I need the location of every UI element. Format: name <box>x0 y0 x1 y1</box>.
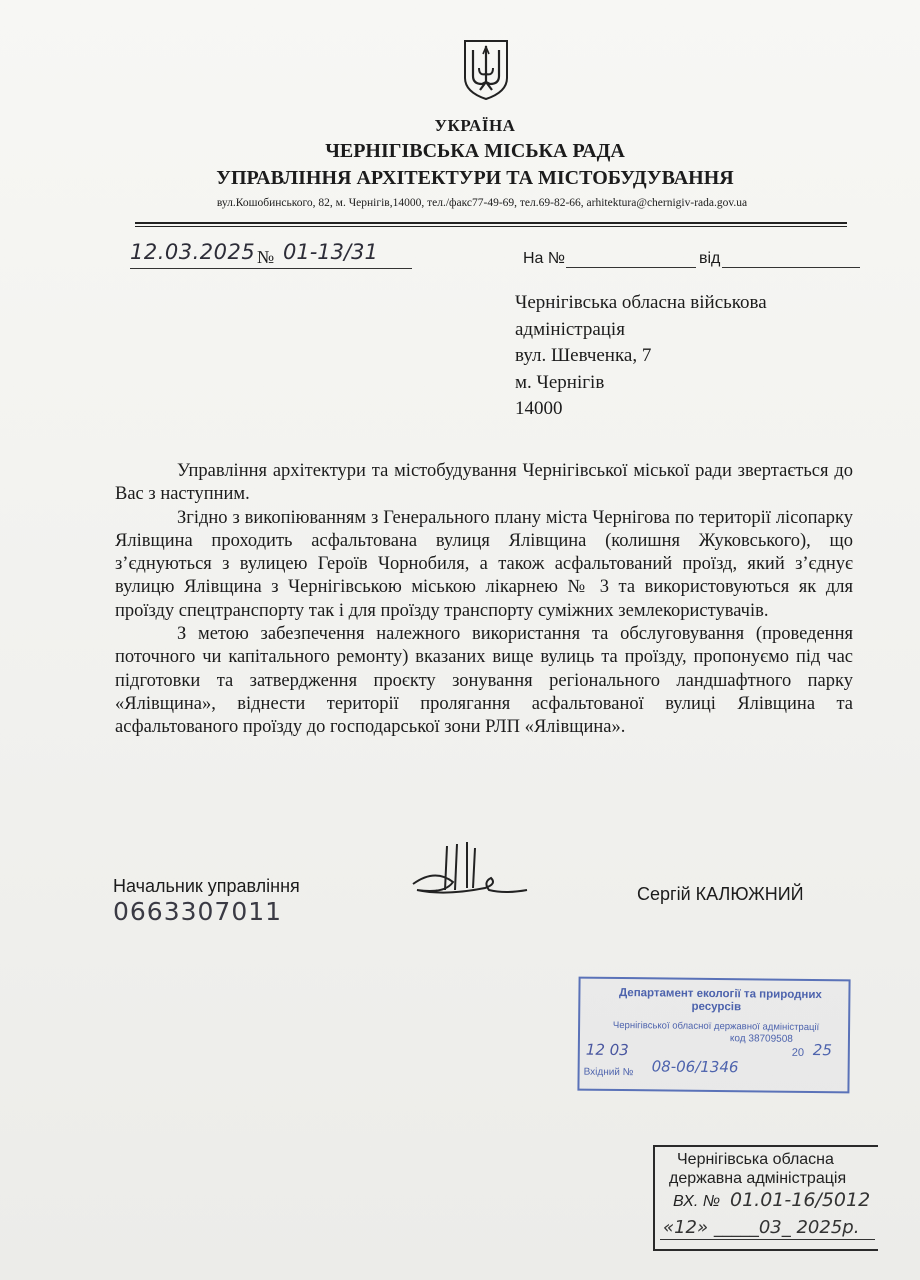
handwritten-phone: 0663307011 <box>113 897 283 926</box>
stamp-line: ресурсів <box>691 1000 742 1014</box>
reference-number-blank <box>566 267 696 268</box>
body-paragraph: З метою забезпечення належного використання та обслуговування (проведення поточного чи капітального ремонту) вказаних вище вулиць та проїзду, пропонуємо під час підготовки та затвердження проєкту зонування регіонального ландшафтного парку «Ялівщина», віднести території пролягання асфальтованої вулиці Ялівщина та асфальтованого проїзду до господарської зони РЛП «Ялівщина». <box>115 624 853 738</box>
stamp-date-handwritten: 12 03 <box>585 1040 629 1060</box>
stamp-year-handwritten: 25 <box>812 1041 833 1060</box>
recipient-line: Чернігівська обласна військова <box>515 292 767 313</box>
stamp-incoming-label: ВХ. № <box>673 1193 721 1210</box>
letter-body <box>115 460 853 740</box>
recipient-line: 14000 <box>515 398 563 419</box>
signatory-title: Начальник управління <box>113 876 300 896</box>
stamp-line: Чернігівської обласної державної адміністрації <box>612 1019 820 1034</box>
ecology-department-stamp <box>577 977 850 1094</box>
coat-of-arms-icon <box>462 38 510 102</box>
registration-date: 12.03.2025 <box>130 240 256 264</box>
stamp-incoming-number: 08-06/1346 <box>651 1057 739 1077</box>
recipient-line: м. Чернігів <box>515 371 605 393</box>
signatory-name: Сергій КАЛЮЖНИЙ <box>637 884 804 904</box>
recipient-line: вул. Шевченка, 7 <box>515 345 652 366</box>
recipient-block <box>515 290 767 423</box>
body-paragraph: Управління архітектури та містобудування Чернігівської міської ради звертається до Вас з наступним. <box>115 461 853 505</box>
oda-registration-stamp <box>653 1145 878 1251</box>
reference-date-label: від <box>699 250 721 267</box>
registration-underline <box>130 268 412 269</box>
recipient-line: адміністрація <box>515 318 625 340</box>
header-country: УКРАЇНА <box>434 116 516 135</box>
registration-number: 01-13/31 <box>283 240 378 264</box>
stamp-underline <box>660 1239 875 1240</box>
stamp-incoming-label: Вхідний № <box>583 1066 634 1079</box>
header-divider <box>135 222 847 224</box>
handwritten-signature-icon <box>405 838 535 908</box>
header-address: вул.Кошобинського, 82, м. Чернігів,14000, тел./факс77-49-69, тел.69-82-66, arhitektura@chernigiv-rada.gov.ua <box>216 197 748 209</box>
reference-number-label: На № <box>523 250 566 267</box>
header-council: ЧЕРНІГІВСЬКА МІСЬКА РАДА <box>325 140 625 162</box>
stamp-incoming-number: 01.01-16/5012 <box>730 1189 871 1211</box>
stamp-line: Департамент екології та природних <box>618 987 822 1002</box>
stamp-year-prefix: 20 <box>791 1046 805 1059</box>
stamp-line: державна адміністрація <box>669 1170 847 1187</box>
header-department: УПРАВЛІННЯ АРХІТЕКТУРИ ТА МІСТОБУДУВАННЯ <box>216 167 734 189</box>
stamp-date: «12» _____03_ 2025р. <box>663 1217 860 1238</box>
registration-number-label: № <box>257 247 275 267</box>
reference-date-blank <box>722 267 860 268</box>
stamp-code: код 38709508 <box>729 1033 793 1045</box>
header-divider-thin <box>135 226 847 227</box>
stamp-line: Чернігівська обласна <box>677 1151 834 1168</box>
body-paragraph: Згідно з викопіюванням з Генерального плану міста Чернігова по території лісопарку Ялівщина проходить асфальтована вулиця Ялівщина (колишня Жуковського), що з’єднуються з вулицею Героїв Чорнобиля, а також асфальтований проїзд, який з’єднує вулицю Ялівщина з Чернігівською міською лікарнею № 3 та використовуються як для проїзду спецтранспорту так і для проїзду транспорту суміжних землекористувачів. <box>115 507 853 621</box>
